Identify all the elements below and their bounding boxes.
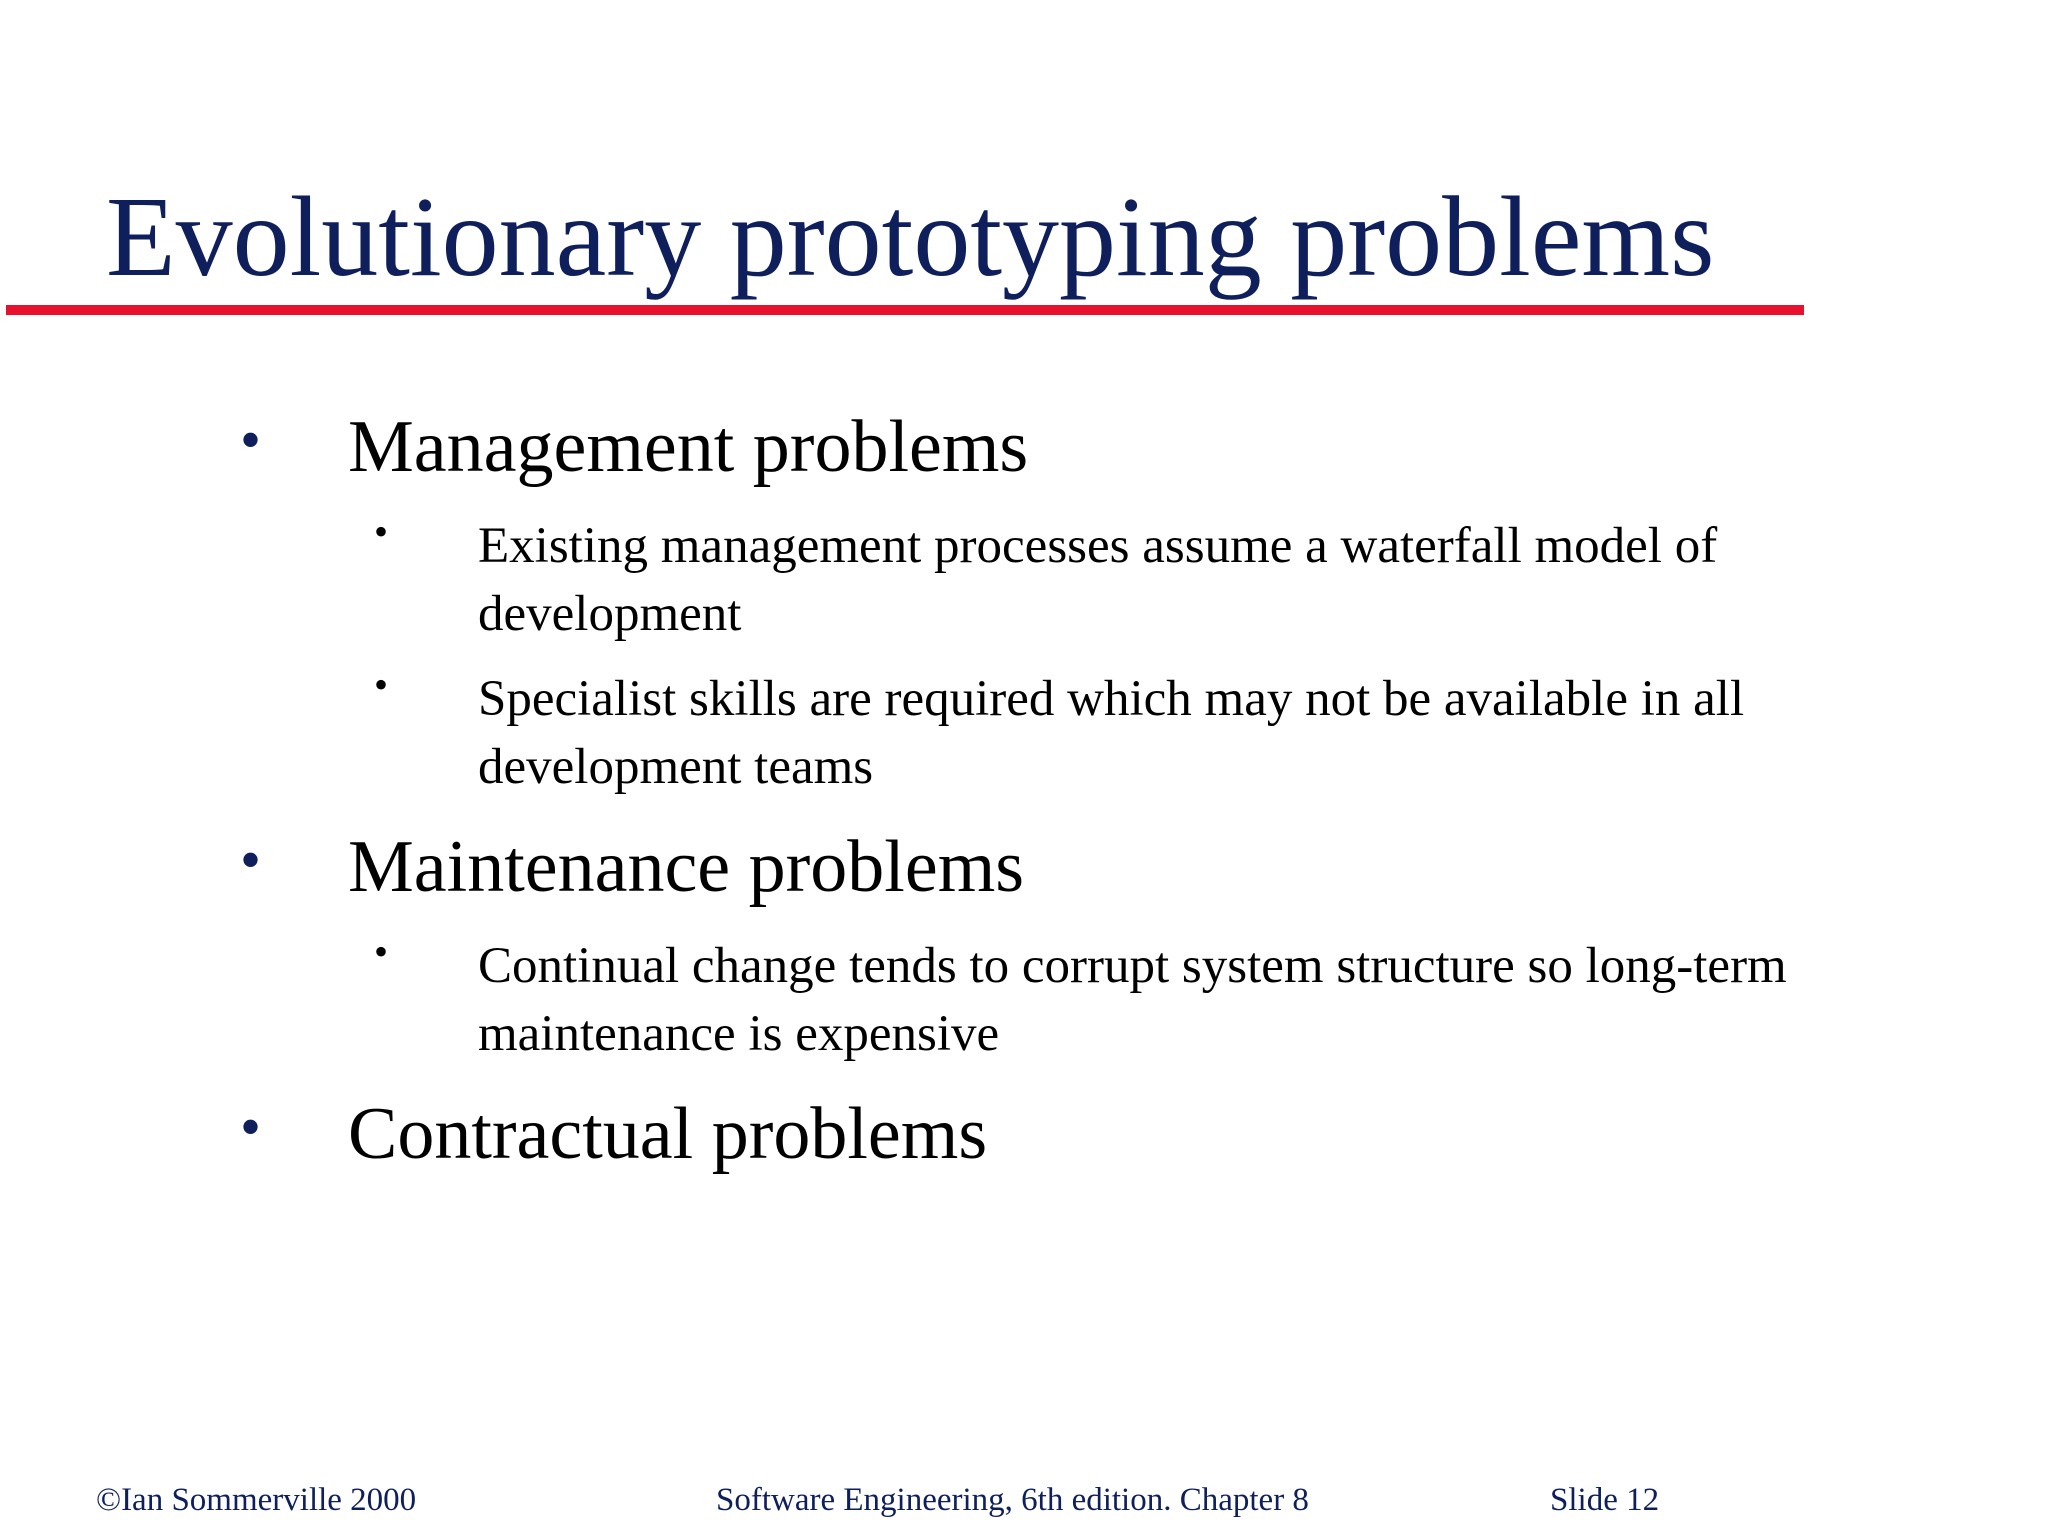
bullet-dot: • [240,827,262,893]
title-underline-rule [6,305,1804,315]
slide-title: Evolutionary prototyping problems [106,173,1715,300]
sub-bullet-dot: • [374,662,389,707]
sub-bullet-dot: • [374,509,389,554]
footer-book-title: Software Engineering, 6th edition. Chapter 8 [716,1482,1309,1518]
sub-bullet-text: Existing management processes assume a waterfall model of development [478,518,1718,642]
sub-bullet-text: Continual change tends to corrupt system structure so long-term maintenance is expensive [478,938,1787,1062]
sub-bullet-dot: • [374,929,389,974]
footer-copyright: ©Ian Sommerville 2000 [96,1482,417,1518]
bullet-dot: • [240,407,262,473]
bullet-dot: • [240,1094,262,1160]
footer-slide-number: Slide 12 [1550,1482,1660,1518]
bullet-label: Contractual problems [348,1093,988,1175]
sub-bullet-text: Specialist skills are required which may not be available in all development teams [478,671,1745,795]
bullet-label: Maintenance problems [348,826,1025,908]
bullet-label: Management problems [348,406,1029,488]
